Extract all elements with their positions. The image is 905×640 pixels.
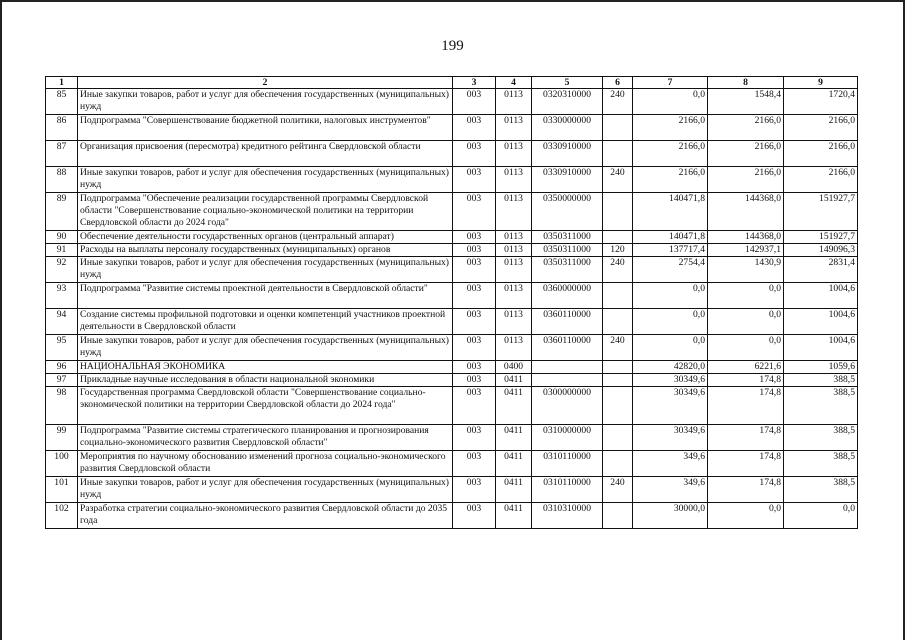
row-description: Расходы на выплаты персоналу государственных (муниципальных) органов: [78, 244, 453, 257]
row-expense-code: [603, 309, 633, 335]
row-admin-code: 003: [453, 89, 496, 115]
row-value-col8: 2166,0: [708, 167, 784, 193]
row-expense-code: [603, 361, 633, 374]
row-description: Подпрограмма "Обеспечение реализации государственной программы Свердловской области "Совершенствование социально-экономической политики на территории Свердловской области до 2024 года": [78, 193, 453, 231]
row-value-col9: 151927,7: [784, 193, 858, 231]
row-target-code: 0360110000: [532, 335, 603, 361]
row-value-col7: 137717,4: [633, 244, 708, 257]
row-value-col8: 2166,0: [708, 115, 784, 141]
row-expense-code: [603, 425, 633, 451]
row-description: Мероприятия по научному обоснованию изменений прогноза социально-экономического развития Свердловской области: [78, 451, 453, 477]
row-target-code: 0350311000: [532, 231, 603, 244]
row-admin-code: 003: [453, 257, 496, 283]
header-col-3: 3: [453, 77, 496, 89]
row-description: Обеспечение деятельности государственных органов (центральный аппарат): [78, 231, 453, 244]
header-col-6: 6: [603, 77, 633, 89]
page-frame-left: [0, 0, 2, 640]
row-target-code: 0310110000: [532, 451, 603, 477]
table-row: [46, 193, 858, 231]
row-description: Создание системы профильной подготовки и оценки компетенций участников проектной деятельности в Свердловской области: [78, 309, 453, 335]
row-value-col7: 30349,6: [633, 425, 708, 451]
row-expense-code: 240: [603, 335, 633, 361]
row-expense-code: [603, 115, 633, 141]
row-value-col7: 2166,0: [633, 167, 708, 193]
row-section-code: 0113: [496, 283, 532, 309]
row-section-code: 0113: [496, 167, 532, 193]
row-value-col8: 0,0: [708, 503, 784, 529]
row-section-code: 0411: [496, 451, 532, 477]
row-description: НАЦИОНАЛЬНАЯ ЭКОНОМИКА: [78, 361, 453, 374]
row-value-col7: 2166,0: [633, 141, 708, 167]
row-section-code: 0113: [496, 231, 532, 244]
row-value-col7: 42820,0: [633, 361, 708, 374]
row-value-col8: 144368,0: [708, 193, 784, 231]
row-value-col8: 6221,6: [708, 361, 784, 374]
row-value-col9: 2831,4: [784, 257, 858, 283]
row-admin-code: 003: [453, 141, 496, 167]
row-value-col7: 349,6: [633, 451, 708, 477]
row-target-code: 0360000000: [532, 283, 603, 309]
table-row: [46, 374, 858, 387]
row-target-code: 0310000000: [532, 425, 603, 451]
row-section-code: 0411: [496, 503, 532, 529]
row-number: 100: [46, 451, 78, 477]
row-number: 94: [46, 309, 78, 335]
header-col-7: 7: [633, 77, 708, 89]
row-target-code: 0330000000: [532, 115, 603, 141]
row-number: 92: [46, 257, 78, 283]
row-expense-code: 240: [603, 477, 633, 503]
row-number: 95: [46, 335, 78, 361]
row-section-code: 0113: [496, 244, 532, 257]
row-value-col7: 30349,6: [633, 387, 708, 425]
row-target-code: [532, 374, 603, 387]
table-row: [46, 503, 858, 529]
row-target-code: 0320310000: [532, 89, 603, 115]
row-number: 90: [46, 231, 78, 244]
row-value-col9: 149096,3: [784, 244, 858, 257]
row-description: Иные закупки товаров, работ и услуг для обеспечения государственных (муниципальных) нужд: [78, 477, 453, 503]
row-number: 98: [46, 387, 78, 425]
row-value-col7: 140471,8: [633, 231, 708, 244]
table-row: [46, 387, 858, 425]
row-target-code: 0360110000: [532, 309, 603, 335]
row-expense-code: [603, 283, 633, 309]
row-section-code: 0113: [496, 115, 532, 141]
row-value-col9: 388,5: [784, 387, 858, 425]
table-row: [46, 451, 858, 477]
row-target-code: 0310310000: [532, 503, 603, 529]
row-number: 91: [46, 244, 78, 257]
row-value-col8: 2166,0: [708, 141, 784, 167]
row-number: 99: [46, 425, 78, 451]
row-description: Разработка стратегии социально-экономического развития Свердловской области до 2035 года: [78, 503, 453, 529]
row-value-col9: 1004,6: [784, 283, 858, 309]
row-admin-code: 003: [453, 231, 496, 244]
row-value-col7: 0,0: [633, 309, 708, 335]
row-admin-code: 003: [453, 309, 496, 335]
row-admin-code: 003: [453, 503, 496, 529]
table-row: [46, 244, 858, 257]
row-value-col8: 0,0: [708, 309, 784, 335]
table-row: [46, 257, 858, 283]
row-expense-code: 240: [603, 257, 633, 283]
row-expense-code: [603, 231, 633, 244]
row-value-col7: 0,0: [633, 89, 708, 115]
row-admin-code: 003: [453, 244, 496, 257]
row-expense-code: 240: [603, 167, 633, 193]
row-admin-code: 003: [453, 167, 496, 193]
row-number: 89: [46, 193, 78, 231]
row-target-code: [532, 361, 603, 374]
table-row: [46, 335, 858, 361]
row-value-col9: 388,5: [784, 477, 858, 503]
row-value-col9: 2166,0: [784, 115, 858, 141]
header-col-1: 1: [46, 77, 78, 89]
row-admin-code: 003: [453, 361, 496, 374]
row-value-col8: 174,8: [708, 387, 784, 425]
row-admin-code: 003: [453, 193, 496, 231]
row-expense-code: [603, 503, 633, 529]
row-description: Государственная программа Свердловской области "Совершенствование социально-экономической политики на территории Свердловской области до 2024 года": [78, 387, 453, 425]
row-value-col7: 140471,8: [633, 193, 708, 231]
row-number: 102: [46, 503, 78, 529]
row-value-col8: 142937,1: [708, 244, 784, 257]
table-row: [46, 361, 858, 374]
row-description: Подпрограмма "Развитие системы стратегического планирования и прогнозирования социально-экономического развития Свердловской области": [78, 425, 453, 451]
row-number: 85: [46, 89, 78, 115]
row-number: 87: [46, 141, 78, 167]
row-value-col8: 0,0: [708, 335, 784, 361]
row-section-code: 0113: [496, 309, 532, 335]
row-section-code: 0411: [496, 387, 532, 425]
row-admin-code: 003: [453, 115, 496, 141]
row-target-code: 0310110000: [532, 477, 603, 503]
row-number: 93: [46, 283, 78, 309]
row-value-col9: 2166,0: [784, 141, 858, 167]
table-row: [46, 141, 858, 167]
header-col-5: 5: [532, 77, 603, 89]
row-value-col7: 349,6: [633, 477, 708, 503]
row-admin-code: 003: [453, 477, 496, 503]
row-value-col7: 30349,6: [633, 374, 708, 387]
row-value-col9: 1004,6: [784, 335, 858, 361]
row-admin-code: 003: [453, 283, 496, 309]
row-expense-code: [603, 374, 633, 387]
row-value-col8: 144368,0: [708, 231, 784, 244]
page-number: 199: [441, 38, 464, 54]
row-section-code: 0411: [496, 425, 532, 451]
row-section-code: 0113: [496, 193, 532, 231]
row-section-code: 0113: [496, 89, 532, 115]
row-description: Иные закупки товаров, работ и услуг для обеспечения государственных (муниципальных) нужд: [78, 335, 453, 361]
table-row: [46, 115, 858, 141]
row-section-code: 0400: [496, 361, 532, 374]
row-section-code: 0113: [496, 257, 532, 283]
table-body: [46, 89, 858, 529]
row-target-code: 0350311000: [532, 244, 603, 257]
row-expense-code: [603, 141, 633, 167]
row-admin-code: 003: [453, 387, 496, 425]
row-target-code: 0300000000: [532, 387, 603, 425]
row-target-code: 0330910000: [532, 141, 603, 167]
row-value-col8: 174,8: [708, 374, 784, 387]
row-section-code: 0411: [496, 477, 532, 503]
row-value-col8: 1548,4: [708, 89, 784, 115]
header-col-2: 2: [78, 77, 453, 89]
row-admin-code: 003: [453, 451, 496, 477]
row-value-col9: 1059,6: [784, 361, 858, 374]
row-number: 96: [46, 361, 78, 374]
row-value-col7: 0,0: [633, 335, 708, 361]
row-value-col7: 2166,0: [633, 115, 708, 141]
row-value-col7: 0,0: [633, 283, 708, 309]
row-value-col9: 0,0: [784, 503, 858, 529]
table-row: [46, 477, 858, 503]
row-description: Иные закупки товаров, работ и услуг для обеспечения государственных (муниципальных) нужд: [78, 89, 453, 115]
table-row: [46, 89, 858, 115]
table-row: [46, 167, 858, 193]
row-admin-code: 003: [453, 425, 496, 451]
row-expense-code: [603, 387, 633, 425]
row-value-col9: 1720,4: [784, 89, 858, 115]
row-value-col8: 174,8: [708, 477, 784, 503]
row-value-col8: 0,0: [708, 283, 784, 309]
row-expense-code: [603, 193, 633, 231]
row-section-code: 0411: [496, 374, 532, 387]
table-row: [46, 309, 858, 335]
row-value-col8: 174,8: [708, 425, 784, 451]
row-target-code: 0350000000: [532, 193, 603, 231]
page-frame-top: [0, 0, 905, 2]
row-number: 86: [46, 115, 78, 141]
row-expense-code: 120: [603, 244, 633, 257]
row-description: Организация присвоения (пересмотра) кредитного рейтинга Свердловской области: [78, 141, 453, 167]
row-admin-code: 003: [453, 374, 496, 387]
header-col-4: 4: [496, 77, 532, 89]
row-description: Подпрограмма "Развитие системы проектной деятельности в Свердловской области": [78, 283, 453, 309]
row-description: Иные закупки товаров, работ и услуг для обеспечения государственных (муниципальных) нужд: [78, 257, 453, 283]
table-row: [46, 283, 858, 309]
row-value-col9: 388,5: [784, 374, 858, 387]
row-value-col9: 388,5: [784, 451, 858, 477]
row-expense-code: [603, 451, 633, 477]
row-target-code: 0350311000: [532, 257, 603, 283]
row-value-col9: 388,5: [784, 425, 858, 451]
row-section-code: 0113: [496, 335, 532, 361]
row-value-col7: 30000,0: [633, 503, 708, 529]
row-number: 101: [46, 477, 78, 503]
row-section-code: 0113: [496, 141, 532, 167]
row-expense-code: 240: [603, 89, 633, 115]
budget-table: [45, 76, 858, 529]
table-header-row: [46, 77, 858, 89]
table-row: [46, 425, 858, 451]
row-number: 88: [46, 167, 78, 193]
row-target-code: 0330910000: [532, 167, 603, 193]
row-description: Иные закупки товаров, работ и услуг для обеспечения государственных (муниципальных) нужд: [78, 167, 453, 193]
table-row: [46, 231, 858, 244]
row-number: 97: [46, 374, 78, 387]
header-col-9: 9: [784, 77, 858, 89]
row-value-col9: 2166,0: [784, 167, 858, 193]
row-value-col8: 174,8: [708, 451, 784, 477]
header-col-8: 8: [708, 77, 784, 89]
row-value-col9: 1004,6: [784, 309, 858, 335]
row-description: Прикладные научные исследования в области национальной экономики: [78, 374, 453, 387]
row-value-col8: 1430,9: [708, 257, 784, 283]
row-description: Подпрограмма "Совершенствование бюджетной политики, налоговых инструментов": [78, 115, 453, 141]
row-value-col7: 2754,4: [633, 257, 708, 283]
row-admin-code: 003: [453, 335, 496, 361]
row-value-col9: 151927,7: [784, 231, 858, 244]
